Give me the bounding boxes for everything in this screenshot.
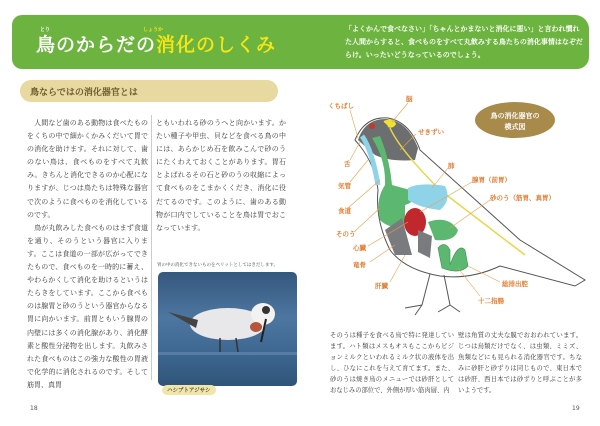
diagram-badge xyxy=(475,102,555,138)
body-column-3: そのうは種子を食べる鳥で特に発達しています。ハト類はメスもオスもここからピジョンミルクといわれるミルク状の液体を出し、ひなにこれを与えて育てます。また、砂のうは焼き鳥のメニューでは砂肝としておなじみの部位で、外側が厚い筋肉層、内 xyxy=(330,332,454,394)
label-gizzard: 砂のう（筋胃、真胃） xyxy=(490,194,555,202)
label-proventriculus: 腺胃（前胃） xyxy=(472,176,511,184)
title-ruby: とり xyxy=(40,27,51,33)
legs xyxy=(405,274,460,315)
badge-line1: 鳥の消化器官の xyxy=(490,112,540,120)
species-label: ハシブトアジサシ xyxy=(162,385,216,395)
page-number-left: 18 xyxy=(30,405,38,412)
section-heading xyxy=(20,80,278,102)
label-brain: 脳 xyxy=(406,95,413,103)
title-part1: 鳥のからだの xyxy=(36,34,157,56)
bird-photo xyxy=(158,272,297,386)
heart-shape xyxy=(404,208,426,236)
page-title xyxy=(36,30,276,57)
label-esophagus: 食道 xyxy=(338,207,351,215)
label-spinal-cord: せきずい xyxy=(418,128,444,136)
page-number-right: 19 xyxy=(572,405,580,412)
label-crop: そのう xyxy=(336,230,356,238)
label-tongue: 舌 xyxy=(344,160,351,168)
label-keel: 竜骨 xyxy=(353,261,366,269)
label-cloaca: 総排出腔 xyxy=(502,280,528,288)
photo-caption: 胃の中の消化できないものをペリットとしてはきだします。 xyxy=(157,263,278,268)
lead-text: 「よくかんで食べなさい」「ちゃんとかまないと消化に悪い」と言われ慣れた人間からすると、食べものをすべて丸飲みする鳥たちの消化事情はなぞだらけ。いったいどうなっているのでしょう。 xyxy=(345,25,583,59)
body-column-2: ともいわれる砂のうへと向かいます。かたい種子や甲虫、貝などを食べる鳥の中には、あらかじめ石を飲みこんで砂のうにたくわえておくことがあります。胃石とよばれるその石と砂のうの収縮によって食べものをこまかくくだき、消化に役だてるのです。このように、歯のある動物が口内でしていることを鳥は胃でおこなっています。 xyxy=(156,119,286,232)
label-heart: 心臓 xyxy=(353,244,366,252)
body-column-1: 人間など歯のある動物は食べたものをくちの中で細かくかみくだいて胃での消化を助けます。それに対して、歯のない鳥は、食べものをすべて丸飲み。きちんと消化できるのか心配になりますが、じつは鳥たちは特殊な器官で次のように食べものを消化しているのです。 鳥が丸飲みした食べものはまず食道を通り、そのうという器官に入ります。ここは食道の一部が広がってできたもので、食べものを一時的に蓄え、やわらかくして消化を助けるというはたらきをしています。ここから食べものは腺胃と砂のうという器官からなる胃に向かいます。前胃ともいう腺胃の内壁には多くの消化腺があり、消化酵素と酸性分泌物を出します。丸飲みされた食べものはこの強力な酸性の胃液で化学的に消化されるのです。そして筋胃、真胃 xyxy=(27,119,148,389)
section-heading-text: 鳥ならではの消化器官とは xyxy=(30,88,138,98)
title-part2: 消化のしくみ xyxy=(156,34,277,56)
body-column-4: 壁は角質の丈夫な膜でおおわれています。じつは鳥類だけでなく、は虫類、ミミズ、魚類などにも見られる消化器官です。ちなみに砂肝と砂ずりは同じもので、東日本では砂肝、西日本では砂ずりと呼ぶことが多いようです。 xyxy=(458,332,582,394)
label-liver: 肝臓 xyxy=(375,282,388,290)
column-divider xyxy=(151,115,152,380)
label-duodenum: 十二指腸 xyxy=(478,297,504,305)
label-trachea: 気管 xyxy=(338,182,351,190)
eye-icon xyxy=(369,123,375,129)
title-ruby: しょうか xyxy=(143,27,164,33)
label-lung: 肺 xyxy=(448,162,455,170)
digestive-diagram xyxy=(320,90,600,320)
label-beak: くちばし xyxy=(328,102,354,110)
badge-line2: 模式図 xyxy=(504,123,526,131)
